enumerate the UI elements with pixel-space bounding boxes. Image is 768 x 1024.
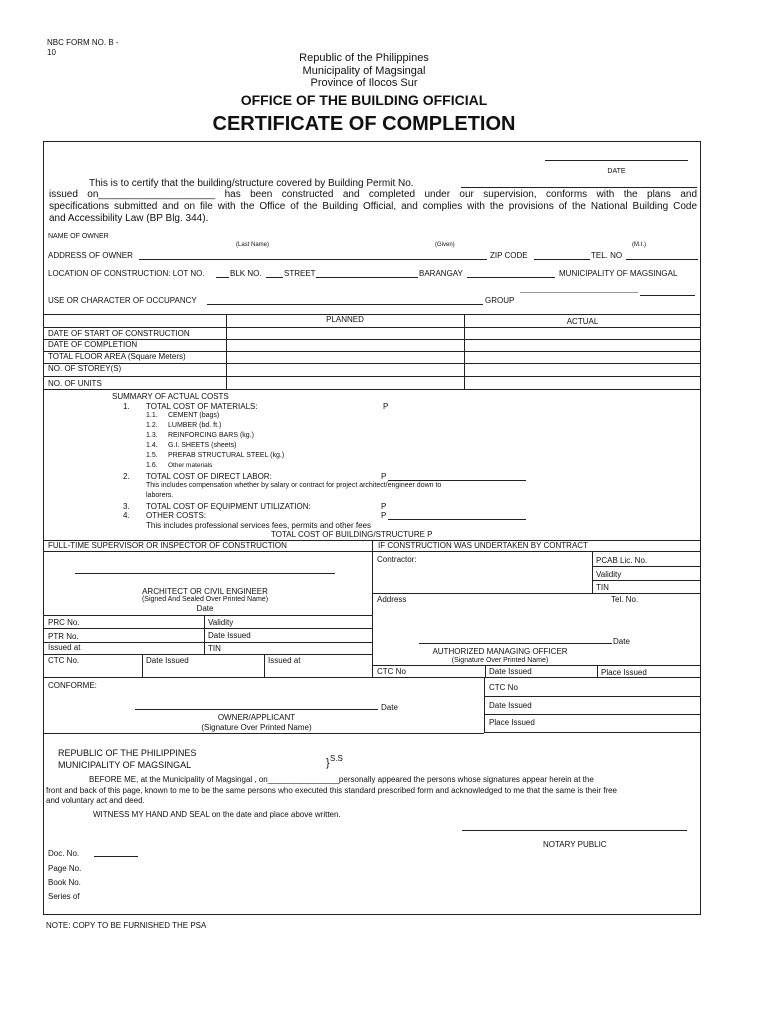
other-costs-note: This includes professional services fees, permits and other fees: [146, 521, 371, 530]
conforme-label: CONFORME:: [48, 681, 97, 690]
contract-date-issued-label: Date Issued: [489, 667, 532, 676]
validity-label: Validity: [208, 618, 234, 627]
table-row-label: NO. OF UNITS: [48, 379, 102, 388]
sub-item-label: G.I. SHEETS (sheets): [168, 442, 237, 449]
notary-witness: WITNESS MY HAND AND SEAL on the date and place above written.: [93, 810, 341, 819]
cost-number: 2.: [123, 472, 130, 481]
engineer-date: Date: [196, 604, 214, 613]
grid-line: [264, 654, 265, 677]
ctc-date-label: Date Issued: [146, 656, 189, 665]
street-field[interactable]: [316, 277, 418, 278]
labor-note-cont: laborers.: [146, 492, 174, 499]
owner-signature-line[interactable]: [135, 709, 378, 710]
owner-address-field[interactable]: [139, 259, 487, 260]
engineer-signature-line[interactable]: [75, 573, 335, 574]
grid-line: [592, 566, 701, 567]
labor-peso: P: [381, 472, 387, 481]
notary-before-1: BEFORE ME, at the Municipality of Magsingal , on________________personally appeared the persons whose signatures appear herein at the: [89, 775, 594, 784]
last-name-hint: (Last Name): [236, 242, 270, 248]
table-row-line: [43, 327, 701, 328]
prc-label: PRC No.: [48, 618, 80, 627]
sub-item-label: Other materials: [168, 462, 213, 469]
group-label: GROUP: [485, 296, 515, 305]
planned-header: PLANNED: [326, 315, 364, 324]
sub-number: 1.1.: [146, 412, 158, 419]
table-row-line: [43, 339, 701, 340]
contract-address-label: Address: [377, 595, 407, 604]
contract-validity-label: Validity: [596, 570, 622, 579]
header-municipality: Municipality of Magsingal: [302, 65, 426, 77]
date-label: DATE: [607, 168, 626, 175]
grid-line: [43, 615, 372, 616]
permit-no-field[interactable]: [461, 187, 697, 188]
date-field[interactable]: [545, 160, 688, 161]
officer-date-label: Date: [613, 637, 630, 646]
ptr-date-label: Date Issued: [208, 631, 251, 640]
officer-signature-line[interactable]: [419, 643, 612, 644]
zip-field[interactable]: [534, 259, 590, 260]
location-label: LOCATION OF CONSTRUCTION: LOT NO.: [48, 269, 205, 278]
occupancy-label: USE OR CHARACTER OF OCCUPANCY: [48, 296, 197, 305]
other-costs-label: OTHER COSTS:: [146, 511, 207, 520]
engineer-role: ARCHITECT OR CIVIL ENGINEER: [142, 587, 268, 596]
officer-sig-caption: (Signature Over Printed Name): [451, 657, 549, 664]
labor-note: This includes compensation whether by salary or contract for project architect/engineer down to: [146, 482, 442, 489]
form-number: NBC FORM NO. B - 10: [47, 38, 119, 57]
footer-note: NOTE: COPY TO BE FURNISHED THE PSA: [46, 921, 207, 930]
notary-signature-line[interactable]: [462, 830, 687, 831]
grid-line: [484, 696, 701, 697]
book-no-label: Book No.: [48, 878, 81, 887]
sub-number: 1.5.: [146, 452, 158, 459]
doc-no-label: Doc. No.: [48, 849, 80, 858]
contract-place-issued-label: Place Issued: [601, 668, 647, 677]
other-costs-field[interactable]: [388, 519, 526, 520]
tel-field[interactable]: [626, 259, 698, 260]
notary-brace: }: [326, 757, 330, 769]
grid-line: [43, 642, 372, 643]
cert-line-3: specifications submitted and on file with the Office of the Building Official, and complies with the provisions of the National Building Code: [49, 201, 697, 212]
ctc-label: CTC No.: [48, 656, 80, 665]
cost-number: 3.: [123, 502, 130, 511]
ctc-at-label: Issued at: [268, 656, 301, 665]
sub-item-label: PREFAB STRUCTURAL STEEL (kg.): [168, 452, 285, 459]
conforme-ctc-label: CTC No: [489, 683, 518, 692]
grid-line: [484, 714, 701, 715]
contractor-label: Contractor:: [377, 555, 417, 564]
owner-date-label: Date: [381, 703, 398, 712]
grid-line: [204, 615, 205, 654]
blk-label: BLK NO.: [230, 269, 262, 278]
owner-name-label: NAME OF OWNER: [48, 233, 109, 240]
engineer-sig-caption: (Signed And Sealed Over Printed Name): [141, 596, 269, 603]
sub-item-label: LUMBER (bd. ft.): [168, 422, 222, 429]
equipment-label: TOTAL COST OF EQUIPMENT UTILIZATION:: [146, 502, 311, 511]
mi-hint: (M.I.): [632, 242, 646, 248]
cost-number: 4.: [123, 511, 130, 520]
cost-number: 1.: [123, 402, 130, 411]
sub-number: 1.4.: [146, 442, 158, 449]
lot-no-field[interactable]: [216, 277, 229, 278]
header-province: Province of Ilocos Sur: [310, 77, 418, 89]
actual-header: ACTUAL: [566, 317, 599, 326]
contract-ctc-label: CTC No: [377, 667, 406, 676]
table-row-label: DATE OF START OF CONSTRUCTION: [48, 329, 190, 338]
grid-line: [592, 580, 701, 581]
cert-line-4: and Accessibility Law (BP Blg. 344).: [49, 213, 209, 224]
series-label: Series of: [48, 892, 80, 901]
municipality-label: MUNICIPALITY OF MAGSINGAL: [559, 269, 678, 278]
conforme-date-label: Date Issued: [489, 701, 532, 710]
sub-number: 1.3.: [146, 432, 158, 439]
total-cost-label: TOTAL COST OF BUILDING/STRUCTURE P: [271, 530, 433, 539]
table-bottom: [43, 389, 701, 390]
grid-line: [372, 593, 701, 594]
notary-before-2: front and back of this page, known to me to be the same persons who executed this standard prescribed form and acknowledged to me that the same is their free: [46, 786, 617, 795]
materials-label: TOTAL COST OF MATERIALS:: [146, 402, 258, 411]
group-extra-field[interactable]: [640, 295, 695, 296]
office-title: OFFICE OF THE BUILDING OFFICIAL: [240, 92, 488, 108]
sub-item-label: REINFORCING BARS (kg.): [168, 432, 254, 439]
labor-label: TOTAL COST OF DIRECT LABOR:: [146, 472, 272, 481]
header-republic: Republic of the Philippines: [299, 52, 429, 64]
other-peso: P: [381, 511, 387, 520]
grid-line: [43, 733, 484, 734]
page-no-label: Page No.: [48, 864, 82, 873]
officer-title: AUTHORIZED MANAGING OFFICER: [432, 647, 568, 656]
rule-light: [520, 292, 638, 293]
notary-municipality: MUNICIPALITY OF MAGSINGAL: [58, 760, 192, 770]
zip-label: ZIP CODE: [490, 251, 528, 260]
barangay-label: BARANGAY: [419, 269, 463, 278]
table-row-label: DATE OF COMPLETION: [48, 340, 138, 349]
contract-tin-label: TIN: [596, 583, 609, 592]
notary-republic: REPUBLIC OF THE PHILIPPINES: [58, 748, 197, 758]
contract-heading: IF CONSTRUCTION WAS UNDERTAKEN BY CONTRACT: [378, 541, 588, 550]
occupancy-field[interactable]: [207, 304, 483, 305]
issued-at-label: Issued at: [48, 643, 81, 652]
supervisor-heading: FULL-TIME SUPERVISOR OR INSPECTOR OF CONSTRUCTION: [48, 541, 287, 550]
cert-line-2: issued on_____________________ has been constructed and completed under our supervision, conforms with the plans and: [49, 189, 697, 200]
sub-item-label: CEMENT (bags): [168, 412, 220, 419]
doc-no-field[interactable]: [94, 856, 138, 857]
materials-peso: P: [383, 402, 389, 411]
grid-line: [485, 665, 486, 677]
grid-line: [43, 654, 372, 655]
barangay-field[interactable]: [467, 277, 555, 278]
grid-line: [372, 665, 701, 666]
table-row-label: NO. OF STOREY(S): [48, 364, 122, 373]
grid-line: [142, 654, 143, 677]
ptr-label: PTR No.: [48, 632, 79, 641]
labor-field[interactable]: [388, 480, 526, 481]
grid-line: [43, 628, 372, 629]
blk-no-field[interactable]: [266, 277, 283, 278]
page-title: CERTIFICATE OF COMPLETION: [212, 113, 516, 135]
table-row-label: TOTAL FLOOR AREA (Square Meters): [48, 352, 186, 361]
grid-line: [597, 665, 598, 677]
cert-line-1: This is to certify that the building/structure covered by Building Permit No.: [89, 178, 414, 189]
owner-address-label: ADDRESS OF OWNER: [48, 251, 133, 260]
grid-line: [592, 551, 593, 593]
owner-applicant-label: OWNER/APPLICANT: [217, 713, 296, 722]
equipment-peso: P: [381, 502, 387, 511]
notary-public-label: NOTARY PUBLIC: [543, 840, 607, 849]
table-row-line: [43, 363, 701, 364]
tin-label: TIN: [208, 644, 221, 653]
tel-label: TEL. NO: [591, 251, 623, 260]
notary-ss: S.S: [330, 754, 343, 763]
sub-number: 1.6.: [146, 462, 158, 469]
notary-before-3: and voluntary act and deed.: [46, 796, 145, 805]
given-name-hint: (Given): [435, 242, 455, 248]
conforme-place-label: Place Issued: [489, 718, 535, 727]
table-row-line: [43, 376, 701, 377]
street-label: STREET: [284, 269, 316, 278]
owner-sig-caption: (Signature Over Printed Name): [201, 723, 312, 732]
contract-tel-label: Tel. No.: [611, 595, 639, 604]
sub-number: 1.2.: [146, 422, 158, 429]
pcab-label: PCAB Lic. No.: [596, 556, 648, 565]
cost-summary-title: SUMMARY OF ACTUAL COSTS: [112, 392, 229, 401]
